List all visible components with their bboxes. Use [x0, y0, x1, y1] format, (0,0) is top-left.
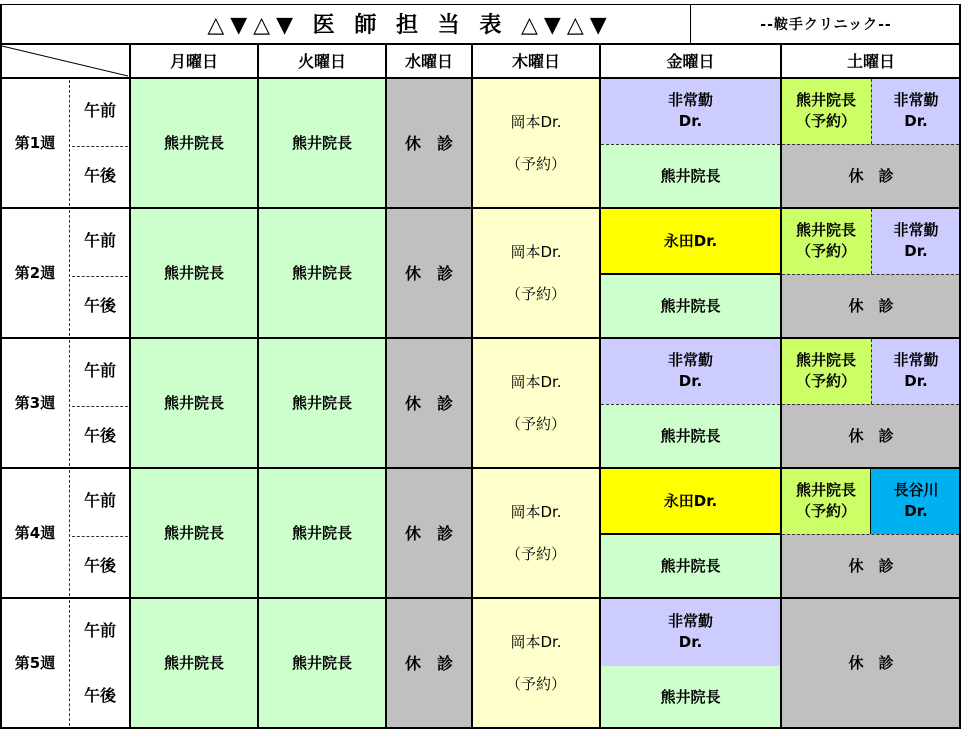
- tuesday-cell: 熊井院長: [258, 338, 386, 468]
- friday-am-cell: 非常勤 Dr.: [600, 598, 781, 666]
- saturday-pm-cell: 休 診: [781, 404, 961, 468]
- wednesday-cell: 休 診: [386, 598, 472, 728]
- am-label: 午前: [83, 101, 116, 120]
- tuesday-cell: 熊井院長: [258, 78, 386, 208]
- saturday-am-left-cell: 熊井院長 （予約）: [781, 468, 871, 534]
- saturday-pm-cell: 休 診: [781, 144, 961, 208]
- pm-label: 午後: [83, 166, 116, 185]
- friday-am-cell: 非常勤 Dr.: [600, 78, 781, 144]
- week-label: 第2週: [14, 263, 56, 282]
- am-label: 午前: [83, 621, 116, 640]
- header-wednesday: 水曜日: [404, 51, 453, 71]
- am-label: 午前: [83, 361, 116, 380]
- friday-am-cell: 永田Dr.: [600, 468, 781, 534]
- saturday-am-left-cell: 熊井院長 （予約）: [781, 78, 871, 144]
- pm-label: 午後: [83, 686, 116, 705]
- friday-pm-cell: 熊井院長: [600, 404, 781, 468]
- wednesday-cell: 休 診: [386, 78, 472, 208]
- friday-am-cell: 永田Dr.: [600, 208, 781, 274]
- thursday-cell: 岡本Dr. （予約）: [472, 468, 600, 598]
- saturday-pm-cell: 休 診: [781, 534, 961, 598]
- saturday-am-left-cell: 熊井院長 （予約）: [781, 208, 871, 274]
- pm-label: 午後: [83, 426, 116, 445]
- saturday-am-right-cell: 非常勤 Dr.: [871, 338, 961, 404]
- header-saturday: 土曜日: [846, 51, 895, 71]
- thursday-cell: 岡本Dr. （予約）: [472, 78, 600, 208]
- monday-cell: 熊井院長: [130, 208, 258, 338]
- pm-label: 午後: [83, 556, 116, 575]
- tuesday-cell: 熊井院長: [258, 468, 386, 598]
- tuesday-cell: 熊井院長: [258, 598, 386, 728]
- friday-pm-cell: 熊井院長: [600, 534, 781, 598]
- week-label: 第4週: [14, 523, 56, 542]
- pm-label: 午後: [83, 296, 116, 315]
- friday-pm-cell: 熊井院長: [600, 144, 781, 208]
- am-label: 午前: [83, 231, 116, 250]
- header-tuesday: 火曜日: [297, 51, 346, 71]
- week-label: 第3週: [14, 393, 56, 412]
- clinic-name: --鞍手クリニック--: [760, 16, 892, 33]
- friday-am-cell: 非常勤 Dr.: [600, 338, 781, 404]
- saturday-am-right-cell: 非常勤 Dr.: [871, 78, 961, 144]
- week-label: 第1週: [14, 133, 56, 152]
- saturday-full-cell: 休 診: [781, 598, 961, 728]
- header-monday: 月曜日: [169, 51, 218, 71]
- saturday-am-right-cell: 長谷川 Dr.: [871, 468, 961, 534]
- corner-header: [0, 44, 130, 78]
- diagonal-line: [0, 44, 130, 78]
- monday-cell: 熊井院長: [130, 468, 258, 598]
- header-friday: 金曜日: [666, 51, 715, 71]
- wednesday-cell: 休 診: [386, 208, 472, 338]
- thursday-cell: 岡本Dr. （予約）: [472, 208, 600, 338]
- week-label: 第5週: [14, 653, 56, 672]
- wednesday-cell: 休 診: [386, 338, 472, 468]
- am-label: 午前: [83, 491, 116, 510]
- thursday-cell: 岡本Dr. （予約）: [472, 598, 600, 728]
- tuesday-cell: 熊井院長: [258, 208, 386, 338]
- thursday-cell: 岡本Dr. （予約）: [472, 338, 600, 468]
- monday-cell: 熊井院長: [130, 338, 258, 468]
- page-title: △▼△▼ 医 師 担 当 表 △▼△▼: [207, 12, 613, 38]
- wednesday-cell: 休 診: [386, 468, 472, 598]
- monday-cell: 熊井院長: [130, 78, 258, 208]
- saturday-am-left-cell: 熊井院長 （予約）: [781, 338, 871, 404]
- friday-pm-cell: 熊井院長: [600, 274, 781, 338]
- monday-cell: 熊井院長: [130, 598, 258, 728]
- saturday-pm-cell: 休 診: [781, 274, 961, 338]
- header-thursday: 木曜日: [511, 51, 560, 71]
- saturday-am-right-cell: 非常勤 Dr.: [871, 208, 961, 274]
- friday-pm-cell: 熊井院長: [600, 666, 781, 728]
